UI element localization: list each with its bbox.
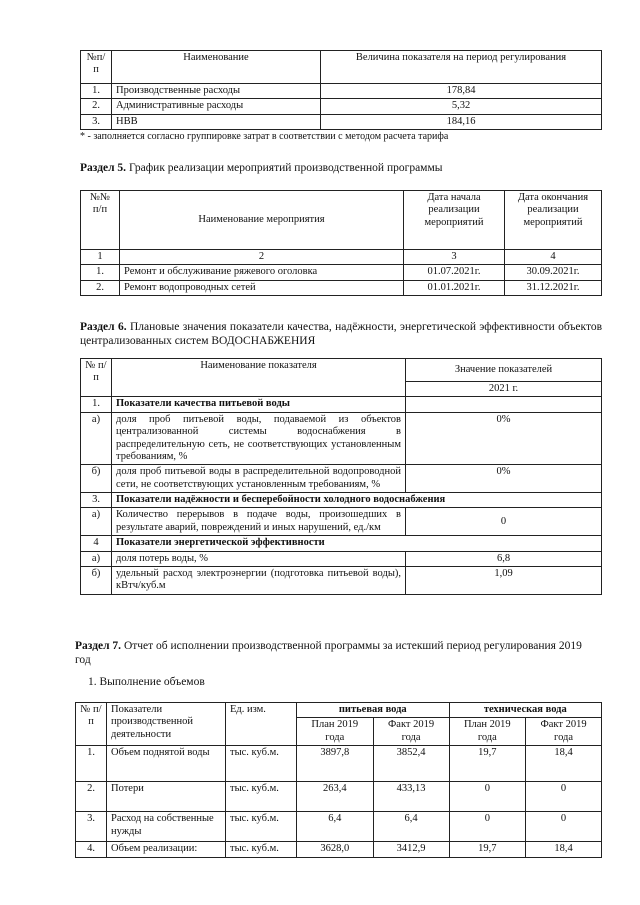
cell-name: Количество перерывов в подаче воды, произошедших в результате аварий, повреждений и иных нарушений, ед./км xyxy=(112,508,406,536)
section-title: Отчет об исполнении производственной программы за истекший период регулирования 2019 год xyxy=(75,640,582,667)
table-row xyxy=(81,412,602,465)
section-label: Раздел 6. xyxy=(80,321,127,333)
cell-num: 3. xyxy=(81,493,112,508)
table-header-row xyxy=(76,703,602,718)
cell-name: Административные расходы xyxy=(112,99,321,114)
numbering-row xyxy=(81,250,602,265)
cell-value: 3628,0 xyxy=(297,842,374,857)
section-label: Раздел 7. xyxy=(75,640,122,652)
cell-num: б) xyxy=(81,566,112,594)
col-num-header: № п/п xyxy=(76,703,107,746)
cell-value: 6,8 xyxy=(406,551,602,566)
volumes-table xyxy=(75,702,602,858)
col-end-header: Дата окончания реализации мероприятий xyxy=(505,191,602,250)
technical-water-header: техническая вода xyxy=(449,703,601,718)
cell-value: 18,4 xyxy=(526,842,602,857)
table-row xyxy=(81,465,602,493)
cell-value: 3852,4 xyxy=(373,746,449,782)
col-value-header: Величина показателя на период регулирования xyxy=(321,51,602,84)
table-row xyxy=(76,842,602,857)
cell-name: Расход на собственные нужды xyxy=(107,812,226,842)
section-7-heading xyxy=(75,639,597,668)
table-row xyxy=(76,746,602,782)
table-row xyxy=(76,812,602,842)
cell-name: Ремонт водопроводных сетей xyxy=(120,280,404,295)
table-header-row xyxy=(81,359,602,382)
cell-num: а) xyxy=(81,508,112,536)
col-fact-header: Факт 2019 года xyxy=(526,718,602,746)
cell-num: 4 xyxy=(81,536,112,551)
table-row xyxy=(81,551,602,566)
col-name-header: Наименование показателя xyxy=(112,359,406,397)
cell-value: 5,32 xyxy=(321,99,602,114)
cell-start: 01.07.2021г. xyxy=(404,265,505,280)
cell-name: доля проб питьевой воды, подаваемой из объектов централизованной системы водоснабжения в распределительную сеть, не соответствующих установленным требованиям, % xyxy=(112,412,406,465)
col-num-header: №№ п/п xyxy=(81,191,120,250)
schedule-table xyxy=(80,190,602,296)
cell-name: удельный расход электроэнергии (подготовка питьевой воды), кВтч/куб.м xyxy=(112,566,406,594)
cell-num: 1. xyxy=(81,397,112,412)
cell-value: 0 xyxy=(526,782,602,812)
cell-value: 6,4 xyxy=(297,812,374,842)
cell-value: 18,4 xyxy=(526,746,602,782)
subsection-heading: 1. Выполнение объемов xyxy=(88,676,205,688)
cell-num: 3 xyxy=(404,250,505,265)
cell-num: 1. xyxy=(76,746,107,782)
cell-name: Производственные расходы xyxy=(112,84,321,99)
section-title: График реализации мероприятий производственной программы xyxy=(128,162,443,174)
cell-num: 1. xyxy=(81,84,112,99)
cell-value: 3412,9 xyxy=(373,842,449,857)
cell-num: 2. xyxy=(81,99,112,114)
expenses-table xyxy=(80,50,602,130)
cell-num: 4 xyxy=(505,250,602,265)
cell-value: 0 xyxy=(449,812,526,842)
section-label: Раздел 5. xyxy=(80,162,127,174)
cell-value: 0% xyxy=(406,412,602,465)
col-value-header: Значение показателей xyxy=(406,359,602,382)
section-title: Плановые значения показатели качества, надёжности, энергетической эффективности объектов централизованных систем ВОДОСНАБЖЕНИЯ xyxy=(80,321,603,348)
cell-value: 0 xyxy=(406,508,602,536)
cell-value: 3897,8 xyxy=(297,746,374,782)
cell-num: 2. xyxy=(76,782,107,812)
section-5-heading xyxy=(80,161,442,175)
footnote: * - заполняется согласно группировке затрат в соответствии с методом расчета тарифа xyxy=(80,131,449,142)
col-plan-header: План 2019 года xyxy=(449,718,526,746)
cell-num: а) xyxy=(81,551,112,566)
cell-unit: тыс. куб.м. xyxy=(226,746,297,782)
table-row xyxy=(81,114,602,129)
col-fact-header: Факт 2019 года xyxy=(373,718,449,746)
col-year-header: 2021 г. xyxy=(406,382,602,397)
cell-num: 3. xyxy=(81,114,112,129)
col-name-header: Показатели производственной деятельности xyxy=(107,703,226,746)
table-row xyxy=(81,84,602,99)
group-row xyxy=(81,493,602,508)
table-row xyxy=(81,280,602,295)
cell-unit: тыс. куб.м. xyxy=(226,782,297,812)
cell-name: доля проб питьевой воды в распределительной водопроводной сети, не соответствующих установленным требованиям, % xyxy=(112,465,406,493)
cell-num: а) xyxy=(81,412,112,465)
indicators-table xyxy=(80,358,602,595)
col-unit-header: Ед. изм. xyxy=(226,703,297,746)
cell-name: доля потерь воды, % xyxy=(112,551,406,566)
group-row xyxy=(81,536,602,551)
cell-name: Объем поднятой воды xyxy=(107,746,226,782)
group-row xyxy=(81,397,602,412)
cell-num: 3. xyxy=(76,812,107,842)
group-title: Показатели энергетической эффективности xyxy=(112,536,602,551)
cell-end: 31.12.2021г. xyxy=(505,280,602,295)
section-6-heading xyxy=(80,320,602,349)
cell-value: 0 xyxy=(526,812,602,842)
cell-end: 30.09.2021г. xyxy=(505,265,602,280)
col-start-header: Дата начала реализации мероприятий xyxy=(404,191,505,250)
cell-value: 178,84 xyxy=(321,84,602,99)
col-name-header: Наименование мероприятия xyxy=(120,191,404,250)
table-row xyxy=(81,99,602,114)
table-row xyxy=(76,782,602,812)
cell-num: 2 xyxy=(120,250,404,265)
cell-start: 01.01.2021г. xyxy=(404,280,505,295)
cell-num: 4. xyxy=(76,842,107,857)
col-num-header: № п/п xyxy=(81,359,112,397)
cell-value: 263,4 xyxy=(297,782,374,812)
group-title: Показатели надёжности и бесперебойности холодного водоснабжения xyxy=(112,493,602,508)
group-title: Показатели качества питьевой воды xyxy=(112,397,406,412)
cell-value: 19,7 xyxy=(449,842,526,857)
cell-unit: тыс. куб.м. xyxy=(226,842,297,857)
cell-name: НВВ xyxy=(112,114,321,129)
cell-value: 0 xyxy=(449,782,526,812)
cell-value: 0% xyxy=(406,465,602,493)
table-header-row xyxy=(81,51,602,84)
cell-num: 1. xyxy=(81,265,120,280)
drinking-water-header: питьевая вода xyxy=(297,703,450,718)
col-name-header: Наименование xyxy=(112,51,321,84)
cell-value xyxy=(406,397,602,412)
cell-num: б) xyxy=(81,465,112,493)
cell-value: 1,09 xyxy=(406,566,602,594)
cell-value: 433,13 xyxy=(373,782,449,812)
cell-unit: тыс. куб.м. xyxy=(226,812,297,842)
cell-num: 1 xyxy=(81,250,120,265)
cell-value: 19,7 xyxy=(449,746,526,782)
table-row xyxy=(81,265,602,280)
table-header-row xyxy=(81,191,602,250)
table-row xyxy=(81,566,602,594)
cell-name: Ремонт и обслуживание ряжевого оголовка xyxy=(120,265,404,280)
col-num-header: №п/п xyxy=(81,51,112,84)
cell-value: 184,16 xyxy=(321,114,602,129)
table-row xyxy=(81,508,602,536)
col-plan-header: План 2019 года xyxy=(297,718,374,746)
cell-name: Потери xyxy=(107,782,226,812)
cell-value: 6,4 xyxy=(373,812,449,842)
cell-name: Объем реализации: xyxy=(107,842,226,857)
cell-num: 2. xyxy=(81,280,120,295)
